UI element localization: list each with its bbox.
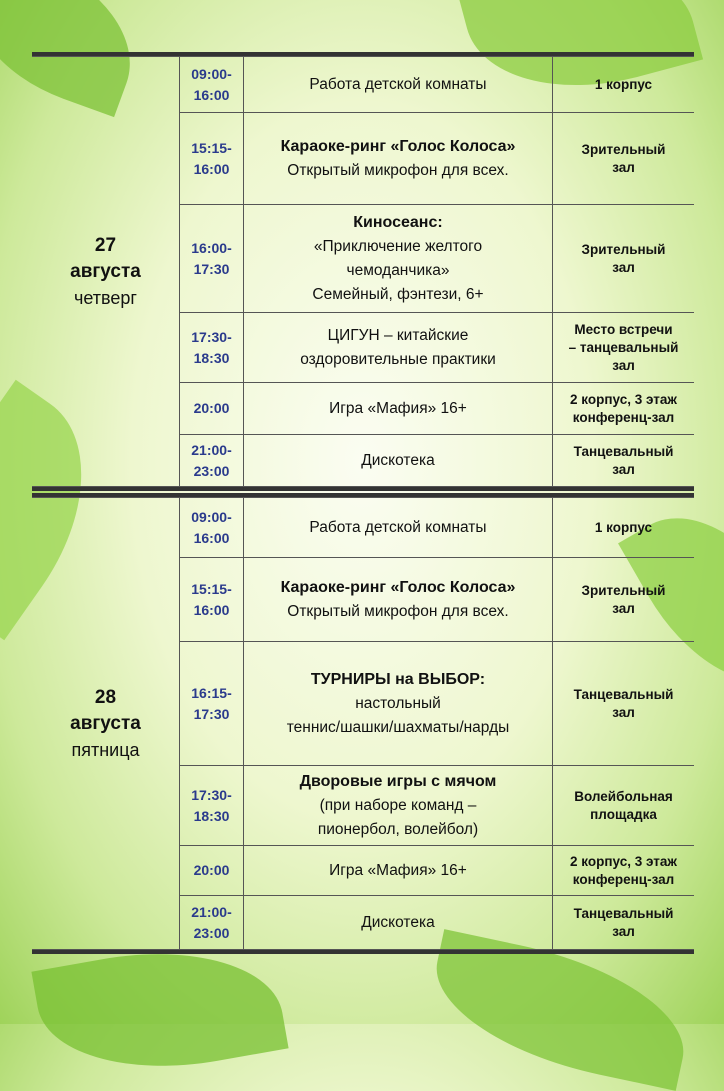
place-cell: Волейбольная площадка [553, 766, 695, 846]
place-cell: Зрительный зал [553, 113, 695, 205]
place-cell: Зрительный зал [553, 205, 695, 313]
event-cell: Дискотека [244, 435, 553, 487]
schedule [32, 52, 694, 954]
event-cell: Дискотека [244, 896, 553, 950]
date-number: 27 [94, 234, 117, 256]
time-cell: 20:00 [180, 846, 244, 896]
table-row [32, 498, 694, 558]
event-cell: ЦИГУН – китайские оздоровительные практики [244, 313, 553, 383]
date-number: 28 [94, 686, 117, 708]
place-cell: 1 корпус [553, 498, 695, 558]
place-cell: Танцевальный зал [553, 435, 695, 487]
date-weekday: пятница [71, 739, 140, 760]
time-cell: 21:00- 23:00 [180, 435, 244, 487]
event-cell: Караоке-ринг «Голос Колоса» Открытый микрофон для всех. [244, 113, 553, 205]
place-cell: Место встречи – танцевальный зал [553, 313, 695, 383]
time-cell: 09:00- 16:00 [180, 498, 244, 558]
day-block-28 [32, 493, 694, 954]
day-block-27 [32, 52, 694, 491]
time-cell: 15:15- 16:00 [180, 113, 244, 205]
time-cell: 17:30- 18:30 [180, 313, 244, 383]
table-row [32, 57, 694, 113]
place-cell: 2 корпус, 3 этаж конференц-зал [553, 383, 695, 435]
place-cell: Танцевальный зал [553, 642, 695, 766]
date-weekday: четверг [74, 287, 137, 308]
event-cell: Караоке-ринг «Голос Колоса» Открытый микрофон для всех. [244, 558, 553, 642]
event-cell: Игра «Мафия» 16+ [244, 383, 553, 435]
place-cell: Зрительный зал [553, 558, 695, 642]
time-cell: 17:30- 18:30 [180, 766, 244, 846]
place-cell: 2 корпус, 3 этаж конференц-зал [553, 846, 695, 896]
date-cell [32, 498, 180, 950]
time-cell: 16:15- 17:30 [180, 642, 244, 766]
leaf-decoration [31, 930, 288, 1090]
event-cell: Дворовые игры с мячом (при наборе команд – пионербол, волейбол) [244, 766, 553, 846]
place-cell: 1 корпус [553, 57, 695, 113]
schedule-table [32, 497, 694, 950]
event-cell: Киносеанс: «Приключение желтого чемоданчика» Семейный, фэнтези, 6+ [244, 205, 553, 313]
date-month: августа [70, 712, 141, 734]
date-cell [32, 57, 180, 487]
time-cell: 09:00- 16:00 [180, 57, 244, 113]
schedule-table [32, 56, 694, 487]
date-month: августа [70, 260, 141, 282]
event-cell: Работа детской комнаты [244, 57, 553, 113]
place-cell: Танцевальный зал [553, 896, 695, 950]
time-cell: 16:00- 17:30 [180, 205, 244, 313]
time-cell: 21:00- 23:00 [180, 896, 244, 950]
event-cell: Работа детской комнаты [244, 498, 553, 558]
event-cell: Игра «Мафия» 16+ [244, 846, 553, 896]
event-cell: ТУРНИРЫ на ВЫБОР: настольный теннис/шашки/шахматы/нарды [244, 642, 553, 766]
time-cell: 15:15- 16:00 [180, 558, 244, 642]
time-cell: 20:00 [180, 383, 244, 435]
